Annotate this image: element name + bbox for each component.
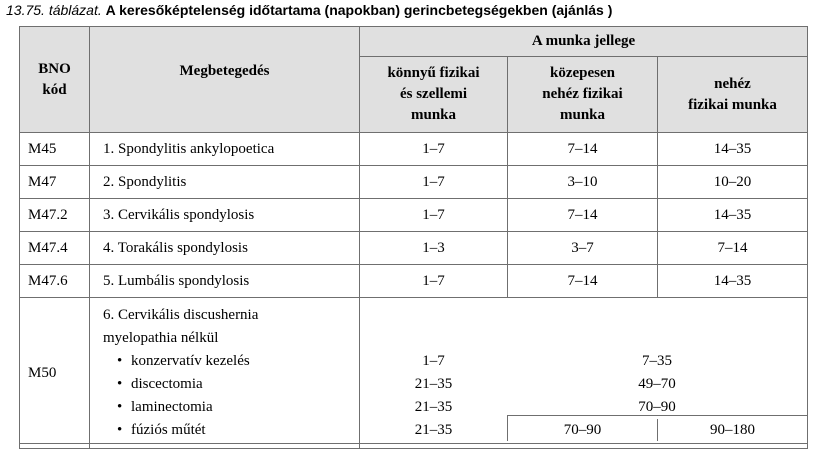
light-work-days: 1–7 (360, 199, 508, 232)
bno-code: M45 (20, 133, 90, 166)
medium-work-days: 3–10 (508, 166, 658, 199)
fusion-split (507, 415, 807, 441)
table-title: A keresőképtelenség időtartama (napokban) gerincbetegségekben (ajánlás ) (105, 2, 613, 18)
sick-leave-table (19, 26, 808, 449)
heavy-work-days: 90–180 (710, 422, 755, 438)
treatment-item: • laminectomia (103, 396, 359, 419)
header-medium-work: közepesen nehéz fizikai munka (508, 57, 658, 133)
heavy-work-days: 14–35 (658, 199, 808, 232)
table-row (20, 199, 808, 232)
table-row-m50 (20, 298, 808, 444)
treatment-values-row (360, 419, 807, 441)
disease-name: 1. Spondylitis ankylopoetica (90, 133, 360, 166)
medium-work-days: 3–7 (508, 232, 658, 265)
header-work-type: A munka jellege (360, 27, 808, 57)
medium-heavy-days: 70–90 (638, 399, 676, 415)
heavy-work-days: 10–20 (658, 166, 808, 199)
m50-values (360, 298, 808, 444)
disease-name: 5. Lumbális spondylosis (90, 265, 360, 298)
header-light-work: könnyű fizikai és szellemi munka (360, 57, 508, 133)
table-tail (20, 444, 808, 449)
table-caption (6, 2, 612, 20)
light-work-days: 21–35 (414, 422, 453, 438)
bno-code: M47 (20, 166, 90, 199)
disease-name-m50 (90, 298, 360, 444)
light-work-days: 1–7 (360, 265, 508, 298)
light-work-days: 1–7 (422, 353, 445, 369)
heavy-work-days: 14–35 (658, 133, 808, 166)
table-row (20, 133, 808, 166)
medium-work-days: 7–14 (508, 265, 658, 298)
bno-code: M47.6 (20, 265, 90, 298)
header-heavy-work: nehéz fizikai munka (658, 57, 808, 133)
treatment-item: • fúziós műtét (103, 419, 359, 442)
treatment-values-row (360, 350, 807, 373)
header-bno: BNO kód (20, 27, 90, 133)
medium-work-days: 7–14 (508, 133, 658, 166)
bno-code: M47.2 (20, 199, 90, 232)
medium-heavy-days: 7–35 (642, 353, 672, 369)
table-row (20, 232, 808, 265)
bno-code: M50 (20, 298, 90, 444)
table-row (20, 166, 808, 199)
table-number: 13.75. táblázat. (6, 2, 102, 18)
light-work-days: 1–7 (360, 166, 508, 199)
treatment-item: • discectomia (103, 373, 359, 396)
light-work-days: 1–7 (360, 133, 508, 166)
disease-name-line: myelopathia nélkül (103, 329, 219, 346)
disease-name-line: 6. Cervikális discushernia (103, 306, 259, 323)
treatment-item: • konzervatív kezelés (103, 350, 359, 373)
disease-name: 2. Spondylitis (90, 166, 360, 199)
medium-heavy-days: 49–70 (638, 376, 676, 392)
treatment-values-row (360, 373, 807, 396)
heavy-work-days: 7–14 (658, 232, 808, 265)
header-row-1 (20, 27, 808, 57)
header-disease: Megbetegedés (90, 27, 360, 133)
medium-work-days: 70–90 (508, 419, 658, 441)
disease-name: 4. Torakális spondylosis (90, 232, 360, 265)
heavy-work-days: 14–35 (658, 265, 808, 298)
light-work-days: 21–35 (414, 399, 453, 415)
table-row (20, 265, 808, 298)
light-work-days: 1–3 (360, 232, 508, 265)
light-work-days: 21–35 (414, 376, 453, 392)
medium-work-days: 7–14 (508, 199, 658, 232)
bno-code: M47.4 (20, 232, 90, 265)
disease-name: 3. Cervikális spondylosis (90, 199, 360, 232)
